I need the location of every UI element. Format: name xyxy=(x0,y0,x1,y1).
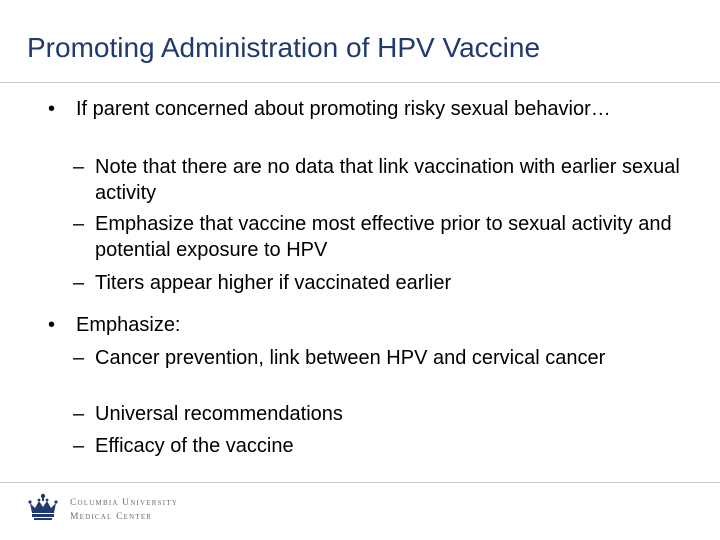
logo-line-1: Columbia University xyxy=(70,498,178,508)
bullet-dot: • xyxy=(48,98,56,120)
sub-bullet-dash: – xyxy=(73,347,85,369)
institution-logo-text xyxy=(70,496,178,524)
crown-icon xyxy=(28,493,58,521)
logo-line-2: Medical Center xyxy=(70,512,153,522)
slide-title: Promoting Administration of HPV Vaccine xyxy=(27,32,541,63)
footer-divider xyxy=(0,482,720,483)
bullet-item: Emphasize: xyxy=(76,314,181,336)
sub-bullet-text: Note that there are no data that link vaccination with earlier sexual activity xyxy=(95,156,680,204)
title-divider xyxy=(0,82,720,83)
sub-bullet-dash: – xyxy=(73,156,85,178)
sub-bullet-dash: – xyxy=(73,403,85,425)
sub-bullet-text: Cancer prevention, link between HPV and cervical cancer xyxy=(95,347,606,369)
sub-bullet-dash: – xyxy=(73,272,85,294)
sub-bullet-text: Efficacy of the vaccine xyxy=(95,435,294,457)
bullet-dot: • xyxy=(48,314,56,336)
sub-bullet-dash: – xyxy=(73,213,85,235)
bullet-item: If parent concerned about promoting risky sexual behavior… xyxy=(76,98,611,120)
sub-bullet-text: Titers appear higher if vaccinated earlier xyxy=(95,272,452,294)
sub-bullet-dash: – xyxy=(73,435,85,457)
sub-bullet-text: Emphasize that vaccine most effective prior to sexual activity and potential exposure to HPV xyxy=(95,213,672,261)
sub-bullet-text: Universal recommendations xyxy=(95,403,343,425)
